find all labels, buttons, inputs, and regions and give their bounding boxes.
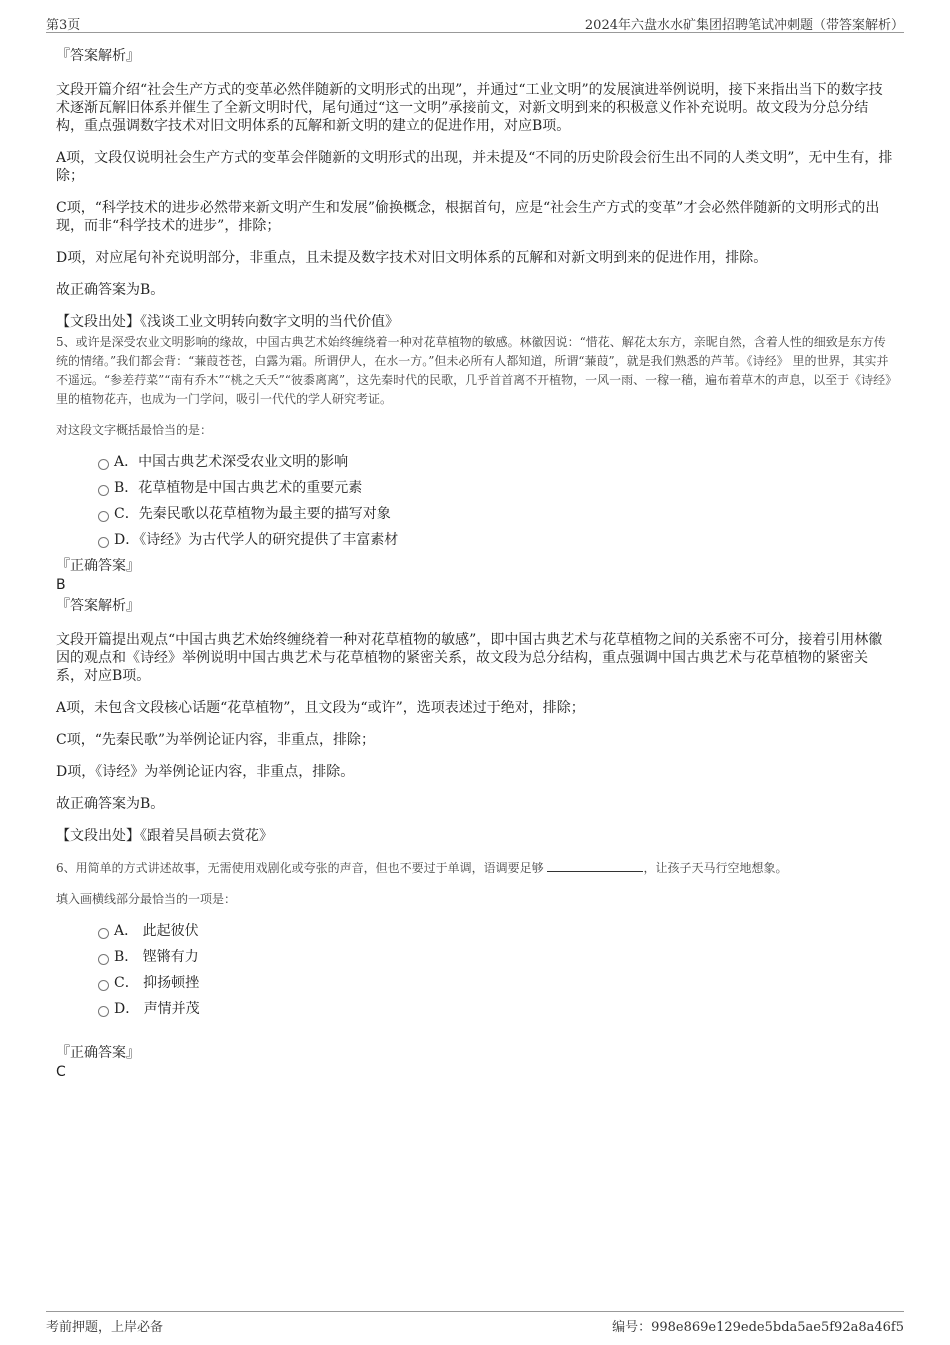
- option-c[interactable]: C．先秦民歌以花草植物为最主要的描写对象: [56, 504, 894, 530]
- conclusion: 故正确答案为B。: [56, 282, 165, 298]
- question-prompt: 填入画横线部分最恰当的一项是：: [56, 892, 237, 906]
- passage-source: 【文段出处】《浅谈工业文明转向数字文明的当代价值》: [56, 314, 399, 330]
- radio-icon[interactable]: [98, 928, 109, 939]
- analysis-label: 『答案解析』: [56, 598, 140, 614]
- correct-answer-label: 『正确答案』: [56, 558, 140, 574]
- option-d[interactable]: D．《诗经》为古代学人的研究提供了丰富素材: [56, 530, 894, 556]
- correct-answer: C: [56, 1064, 66, 1080]
- correct-answer: B: [56, 577, 66, 593]
- option-b[interactable]: B．花草植物是中国古典艺术的重要元素: [56, 478, 894, 504]
- option-a[interactable]: A． 此起彼伏: [56, 921, 894, 947]
- footer-slogan: 考前押题，上岸必备: [46, 1320, 164, 1335]
- radio-icon[interactable]: [98, 459, 109, 470]
- option-list: [56, 452, 894, 556]
- analysis-option-a: A项，未包含文段核心话题“花草植物”，且文段为“或许”，选项表述过于绝对，排除；: [56, 700, 585, 716]
- radio-icon[interactable]: [98, 537, 109, 548]
- analysis-option-c: C项，“先秦民歌”为举例论证内容，非重点，排除；: [56, 732, 376, 748]
- radio-icon[interactable]: [98, 980, 109, 991]
- question-stem: 6、用简单的方式讲述故事，无需使用戏剧化或夸张的声音，但也不要过于单调，语调要足够 ，让孩子天马行空地想象。: [56, 861, 788, 875]
- radio-icon[interactable]: [98, 485, 109, 496]
- analysis-paragraph: 文段开篇提出观点“中国古典艺术始终缠绕着一种对花草植物的敏感”，即中国古典艺术与花草植物之间的关系密不可分，接着引用林徽因的观点和《诗经》举例说明中国古典艺术与花草植物的紧密关系，故文段为总分结构，重点强调中国古典艺术与花草植物的紧密关系，对应B项。: [56, 632, 883, 684]
- analysis-paragraph: 文段开篇介绍“社会生产方式的变革必然伴随新的文明形式的出现”，并通过“工业文明”的发展演进举例说明，接下来指出当下的数字技术逐渐瓦解旧体系并催生了全新文明时代，尾句通过“这一文明”承接前文，对新文明到来的积极意义作补充说明。故文段为分总分结构，重点强调数字技术对旧文明体系的瓦解和新文明的建立的促进作用，对应B项。: [56, 82, 883, 134]
- option-d[interactable]: D． 声情并茂: [56, 999, 894, 1025]
- page-header: [46, 10, 904, 33]
- document-title: 2024年六盘水水矿集团招聘笔试冲刺题（带答案解析）: [584, 18, 904, 33]
- analysis-option-a: A项，文段仅说明社会生产方式的变革会伴随新的文明形式的出现，并未提及“不同的历史阶段会衍生出不同的人类文明”，无中生有，排除；: [56, 150, 893, 184]
- question-stem: 5、或许是深受农业文明影响的缘故，中国古典艺术始终缠绕着一种对花草植物的敏感。林徽因说：“惜花、解花太东方，亲昵自然，含着人性的细致是东方传统的情绪。”我们都会背：“蒹葭苍苍，白露为霜。所谓伊人，在水一方。”但未必所有人都知道，所谓“蒹葭”，就是我们熟悉的芦苇。《诗经》 里的世界，其实并不遥远。“参差荇菜”“南有乔木”“桃之夭夭”“彼黍离离”，这先秦时代的民歌，几乎首首离不开植物，一风一雨、一稼一穑，遍布着草木的声息，以至于《诗经》里的植物花卉，也成为一门学问，吸引一代代的学人研究考证。: [56, 335, 892, 406]
- radio-icon[interactable]: [98, 511, 109, 522]
- document-id: 编号：998e869e129ede5bda5ae5f92a8a46f5: [612, 1320, 904, 1335]
- passage-source: 【文段出处】《跟着吴昌硕去赏花》: [56, 828, 273, 844]
- option-list: [56, 921, 894, 1025]
- analysis-option-d: D项，对应尾句补充说明部分，非重点，且未提及数字技术对旧文明体系的瓦解和对新文明到来的促进作用，排除。: [56, 250, 768, 266]
- radio-icon[interactable]: [98, 954, 109, 965]
- page-footer: [46, 1311, 904, 1336]
- option-a[interactable]: A．中国古典艺术深受农业文明的影响: [56, 452, 894, 478]
- analysis-option-d: D项，《诗经》为举例论证内容，非重点，排除。: [56, 764, 355, 780]
- correct-answer-label: 『正确答案』: [56, 1045, 140, 1061]
- radio-icon[interactable]: [98, 1006, 109, 1017]
- fill-blank: [547, 859, 643, 872]
- conclusion: 故正确答案为B。: [56, 796, 165, 812]
- option-c[interactable]: C． 抑扬顿挫: [56, 973, 894, 999]
- option-b[interactable]: B． 铿锵有力: [56, 947, 894, 973]
- page-number: 第3页: [46, 18, 81, 33]
- analysis-option-c: C项，“科学技术的进步必然带来新文明产生和发展”偷换概念，根据首句，应是“社会生产方式的变革”才会必然伴随新的文明形式的出现，而非“科学技术的进步”，排除；: [56, 200, 880, 234]
- analysis-label: 『答案解析』: [56, 48, 140, 64]
- page-content: [56, 44, 894, 1081]
- question-prompt: 对这段文字概括最恰当的是：: [56, 423, 213, 437]
